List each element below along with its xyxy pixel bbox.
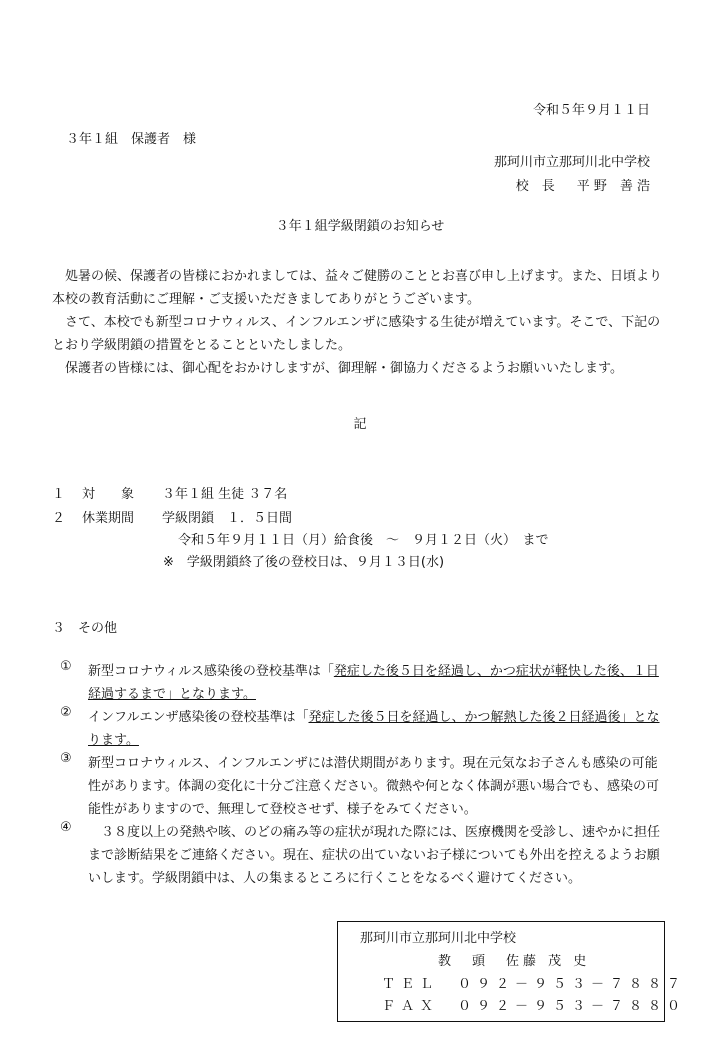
contact-fax: ＦＡＸ ０９２－９５３－７８８０ bbox=[382, 999, 687, 1014]
note-text: インフルエンザ感染後の登校基準は「 bbox=[88, 710, 309, 725]
closure-note: ※ 学級閉鎖終了後の登校日は、９月１３日(水) bbox=[163, 555, 445, 570]
item-number: １ bbox=[52, 487, 66, 502]
item-closure-period bbox=[52, 512, 292, 525]
contact-tel: ＴＥＬ ０９２－９５３－７８８７ bbox=[382, 977, 687, 992]
note-mark: ② bbox=[60, 705, 72, 720]
note-text: ３８度以上の発熱や咳、のどの痛み等の症状が現れた際には、医療機関を受診し、速やかに担任まで診断結果をご連絡ください。現在、症状の出ていないお子様についても外出を控えるようお願いします。学級閉鎖中は、人の集まるところに行くことをなるべく避けてください。 bbox=[88, 825, 661, 886]
document-date: 令和５年９月１１日 bbox=[532, 103, 650, 118]
notes-list bbox=[60, 660, 660, 890]
contact-vice-principal: 教 頭 佐藤 茂 史 bbox=[438, 954, 591, 969]
note-underlined: 発症した後５日を経過し、かつ解熱した後２日経過後 bbox=[308, 710, 621, 725]
note-mark: ④ bbox=[60, 820, 72, 835]
addressee: ３年１組 保護者 様 bbox=[66, 132, 197, 147]
item-label: 休業期間 bbox=[82, 511, 135, 526]
note-text: 新型コロナウィルス感染後の登校基準は「 bbox=[88, 664, 334, 679]
note-text-end: 」となります。 bbox=[88, 710, 660, 748]
note-item bbox=[60, 821, 660, 890]
ki-heading: 記 bbox=[353, 417, 367, 432]
sender-principal bbox=[516, 180, 650, 193]
contact-school: 那珂川市立那珂川北中学校 bbox=[360, 931, 517, 946]
note-text-end: 」となります。 bbox=[166, 687, 256, 702]
note-item bbox=[60, 660, 660, 706]
sender-school: 那珂川市立那珂川北中学校 bbox=[493, 155, 650, 170]
note-mark: ① bbox=[60, 659, 72, 674]
note-mark: ③ bbox=[60, 751, 72, 766]
principal-role: 校 長 bbox=[515, 179, 555, 194]
note-underlined: 発症した後５日を経過し、かつ症状が軽快した後、１日経過するまで bbox=[88, 664, 659, 702]
item-number: ２ bbox=[52, 511, 66, 526]
item-target bbox=[52, 488, 287, 501]
item-value: ３年１組 生徒 ３７名 bbox=[162, 487, 288, 502]
body-paragraph-1: 処暑の候、保護者の皆様におかれましては、益々ご健勝のこととお喜び申し上げます。また、日頃より本校の教育活動にご理解・ご支援いただきましてありがとうございます。 bbox=[52, 269, 662, 307]
item-value: 学級閉鎖 １．５日間 bbox=[162, 511, 293, 526]
closure-dates: 令和５年９月１１日（月）給食後 ～ ９月１２日（火） まで bbox=[178, 533, 549, 548]
contact-box bbox=[337, 921, 687, 1022]
note-text: 新型コロナウィルス、インフルエンザには潜伏期間があります。現在元気なお子さんも感染の可能性があります。体調の変化に十分ご注意ください。微熱や何となく体調が悪い場合でも、感染の可能性がありますので、無理して登校させず、様子をみてください。 bbox=[88, 756, 659, 817]
principal-name: 平 野 善 浩 bbox=[576, 179, 650, 194]
item-label: 対 象 bbox=[82, 487, 135, 502]
document-title: ３年１組学級閉鎖のお知らせ bbox=[275, 219, 445, 234]
note-item bbox=[60, 706, 660, 752]
note-item bbox=[60, 752, 660, 821]
body-paragraph-2: さて、本校でも新型コロナウィルス、インフルエンザに感染する生徒が増えています。そこで、下記のとおり学級閉鎖の措置をとることといたしました。 bbox=[52, 315, 661, 353]
letter-body bbox=[52, 265, 672, 380]
item-other: ３ その他 bbox=[52, 621, 118, 636]
body-paragraph-3: 保護者の皆様には、御心配をおかけしますが、御理解・御協力くださるようお願いいたします。 bbox=[65, 361, 623, 376]
